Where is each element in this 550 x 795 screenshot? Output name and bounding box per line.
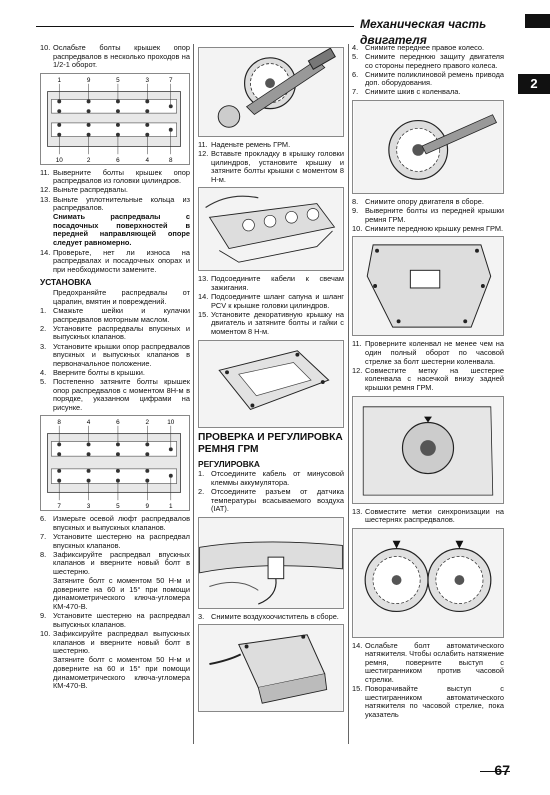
step-text: Вставьте прокладку в крышку головки цилиндров, установите крышку и затяните болты крышки с моментом 8 Н-м. — [211, 149, 344, 184]
step-number: 2. — [198, 486, 205, 496]
step-item — [40, 196, 190, 213]
step-number: 8. — [352, 197, 359, 207]
figure-crankshaft-mark — [352, 396, 504, 504]
step-number: 11. — [40, 167, 50, 177]
step-text: Отсоедините разъем от датчика температуры всасываемого воздуха (IAT). — [211, 486, 344, 514]
step-text: Проверьте, нет ли износа на распредвалах и посадочных опорах и при необходимости замените. — [53, 247, 190, 274]
step-text: Зафиксируйте распредвал впускных клапанов и вверните новый болт в шестерню. — [53, 549, 190, 576]
steps-list — [198, 613, 344, 622]
step-text: Снимите опору двигателя в сборе. — [365, 197, 484, 207]
steps-list — [198, 141, 344, 184]
step-item — [352, 71, 504, 88]
step-item — [198, 488, 344, 514]
column-divider — [193, 44, 194, 744]
step-item — [40, 343, 190, 369]
step-number: 7. — [40, 532, 47, 541]
column-2 — [198, 44, 344, 716]
step-text: Выньте распредвалы. — [53, 185, 128, 195]
step-text: Измерьте осевой люфт распредвалов впускных и выпускных клапанов. — [53, 514, 190, 532]
step-number: 4. — [352, 43, 359, 52]
fig-label: 7 — [57, 503, 61, 511]
timing-belt-illustration — [199, 48, 343, 136]
step-text: Установите шестерню на распредвал впускных клапанов. — [53, 532, 190, 550]
fig-label: 4 — [145, 156, 150, 164]
figure-bolt-tightening-order — [40, 415, 190, 511]
step-number: 10. — [40, 43, 51, 52]
steps-list — [40, 515, 190, 576]
header-marker — [525, 14, 550, 28]
column-divider — [348, 44, 349, 744]
step-text: Выверните болты из передней крышки ремня ГРМ. — [365, 206, 504, 224]
step-number: 10. — [40, 629, 51, 639]
subsection-title: РЕГУЛИРОВКА — [198, 458, 260, 469]
step-number: 3. — [40, 341, 47, 351]
iat-sensor-illustration — [199, 518, 343, 608]
step-text: Установите декоративную крышку на двигатель и затяните болты и гайки с моментом 8 Н-м. — [211, 309, 344, 337]
step-number: 11. — [198, 140, 208, 149]
page-number: 67 — [494, 762, 510, 778]
section-title: ПРОВЕРКА И РЕГУЛИРОВКА РЕМНЯ ГРМ — [198, 431, 343, 455]
steps-list — [40, 612, 190, 655]
step-item — [40, 630, 190, 656]
step-number: 5. — [352, 52, 359, 62]
front-timing-cover-illustration — [353, 237, 503, 335]
step-item — [198, 613, 344, 622]
step-text: Зафиксируйте распредвал выпускных клапанов и вверните новый болт в шестерню. — [53, 629, 190, 656]
fig-label: 8 — [168, 156, 173, 164]
fig-label: 9 — [86, 76, 91, 84]
step-item — [198, 470, 344, 487]
step-text: Снимите переднюю крышку ремня ГРМ. — [365, 223, 504, 233]
fig-label: 2 — [145, 419, 150, 427]
step-number: 6. — [40, 514, 47, 524]
figure-camshaft-sync-marks — [352, 528, 504, 638]
step-number: 15. — [352, 684, 363, 694]
step-number: 3. — [198, 611, 205, 621]
step-item — [40, 612, 190, 629]
step-item — [352, 53, 504, 70]
step-item — [198, 293, 344, 310]
step-item — [40, 44, 190, 70]
step-text: Установите распредвалы впускных и выпускных клапанов. — [53, 323, 190, 342]
step-number: 11. — [352, 339, 362, 349]
fig-label: 3 — [145, 76, 150, 84]
step-number: 2. — [40, 323, 47, 333]
fig-label: 9 — [145, 503, 150, 511]
torque-note: Затяните болт с моментом 50 Н-м и доверните на 60 и 15° при помощи динамометрического ключа-угломера КМ-470-В. — [53, 655, 190, 691]
fig-label: 1 — [169, 503, 173, 511]
steps-list — [198, 275, 344, 336]
step-number: 4. — [40, 367, 47, 377]
steps-list — [198, 470, 344, 513]
step-number: 15. — [198, 309, 209, 319]
step-item — [352, 367, 504, 393]
step-text: Поворачивайте выступ с шестигранником автоматического натяжителя по часовой стрелке, пока указатель — [365, 684, 504, 719]
figure-air-cleaner — [198, 624, 344, 712]
step-number: 1. — [198, 469, 205, 479]
step-text: Снимите переднее правое колесо. — [365, 43, 485, 52]
fig-label: 5 — [116, 503, 120, 511]
step-number: 9. — [40, 611, 47, 621]
column-1 — [40, 44, 190, 692]
page-header-title: Механическая часть двигателя — [354, 16, 526, 32]
fig-label: 3 — [86, 503, 91, 511]
step-item — [352, 207, 504, 224]
step-text: Ослабьте болт автоматического натяжителя. Чтобы ослабить натяжение ремня, поверните выступ с шестигранником против часовой стрелки. — [365, 640, 504, 685]
install-heading: УСТАНОВКА — [40, 277, 92, 288]
step-text: Подсоедините кабели к свечам зажигания. — [211, 274, 344, 293]
step-number: 14. — [198, 292, 209, 302]
figure-cylinder-head-cover — [198, 187, 344, 271]
step-item — [40, 551, 190, 577]
step-text: Снимите воздухоочиститель в сборе. — [211, 611, 339, 621]
steps-list — [40, 249, 190, 275]
step-text: Вверните болты в крышки. — [53, 367, 145, 377]
steps-list — [40, 44, 190, 70]
crankshaft-mark-illustration — [353, 397, 503, 503]
step-number: 12. — [352, 365, 363, 375]
step-item — [198, 311, 344, 337]
fig-label: 10 — [167, 419, 175, 427]
step-text: Постепенно затяните болты крышек опор распредвалов с моментом 8Н-м в порядке, указанном цифрами на рисунке. — [53, 376, 190, 412]
column-3 — [352, 44, 504, 720]
steps-list — [40, 307, 190, 412]
step-item — [352, 642, 504, 685]
step-text: Установите шестерню на распредвал выпускных клапанов. — [53, 611, 190, 629]
decorative-cover-illustration — [199, 341, 343, 427]
step-item — [40, 169, 190, 186]
step-text: Совместите метку на шестерне коленвала с насечкой внизу задней крышки ремня ГРМ. — [365, 365, 504, 392]
figure-iat-sensor — [198, 517, 344, 609]
figure-crankshaft-pulley — [352, 100, 504, 194]
fig-label: 6 — [116, 419, 120, 427]
step-number: 13. — [198, 274, 209, 284]
step-text: Совместите метки синхронизации на шестернях распредвалов. — [365, 506, 504, 525]
step-text: Смажьте шейки и кулачки распредвалов моторным маслом. — [53, 306, 190, 324]
fig-label: 2 — [86, 156, 91, 164]
step-number: 7. — [352, 87, 359, 97]
fig-label: 10 — [55, 156, 63, 164]
step-text: Выверните болты крышек опор распредвалов из головки цилиндров. — [53, 167, 190, 186]
steps-list — [352, 198, 504, 233]
step-item — [40, 515, 190, 532]
step-number: 6. — [352, 69, 359, 79]
step-item — [352, 340, 504, 366]
install-note: Предохраняйте распредвалы от царапин, вмятин и повреждений. — [53, 288, 190, 306]
step-text: Наденьте ремень ГРМ. — [211, 140, 291, 149]
figure-front-timing-cover — [352, 236, 504, 336]
step-number: 5. — [40, 376, 47, 386]
steps-list — [352, 508, 504, 525]
camshaft-cap-diagram-2 — [41, 416, 189, 510]
step-item — [352, 225, 504, 234]
step-number: 12. — [198, 149, 209, 159]
step-item — [40, 533, 190, 550]
step-text: Выньте уплотнительные кольца из распредвалов. — [53, 194, 190, 213]
step-item — [40, 186, 190, 195]
step-item — [352, 508, 504, 525]
fig-label: 6 — [116, 156, 120, 164]
figure-decorative-cover — [198, 340, 344, 428]
figure-bolt-loosening-order — [40, 73, 190, 165]
crankshaft-pulley-illustration — [353, 101, 503, 193]
cylinder-head-cover-illustration — [199, 188, 343, 270]
step-item — [198, 150, 344, 184]
step-item — [352, 88, 504, 97]
steps-list — [352, 340, 504, 392]
step-text: Ослабьте болты крышек опор распредвалов в несколько проходов на 1/2-1 оборот. — [53, 43, 190, 70]
step-number: 12. — [40, 185, 51, 195]
camshaft-sync-illustration — [353, 529, 503, 637]
fig-label: 8 — [57, 419, 61, 427]
step-number: 10. — [352, 223, 363, 233]
figure-timing-belt — [198, 47, 344, 137]
fig-label: 4 — [86, 419, 91, 427]
step-text: Подсоедините шланг сапуна и шланг PCV к крышке головки цилиндров. — [211, 292, 344, 310]
steps-list — [352, 642, 504, 720]
step-item — [198, 275, 344, 292]
steps-list — [40, 169, 190, 213]
step-number: 13. — [40, 194, 51, 204]
torque-note: Затяните болт с моментом 50 Н-м и доверните на 60 и 15° при помощи динамометрического ключа-угломера КМ-470-В. — [53, 575, 190, 611]
step-text: Отсоедините кабель от минусовой клеммы аккумулятора. — [211, 469, 344, 487]
fig-label: 7 — [168, 76, 173, 84]
step-text: Снимите поликлиновой ремень привода доп. оборудования. — [365, 69, 504, 88]
step-number: 14. — [40, 247, 51, 257]
step-text: Проверните коленвал не менее чем на один полный оборот по часовой стрелке за болт шестерни коленвала. — [365, 339, 504, 366]
step-item — [40, 325, 190, 342]
warning-note: Снимать распредвалы с посадочных поверхностей в передней направляющей опоре следует равномерно. — [53, 212, 190, 248]
step-number: 14. — [352, 640, 363, 650]
step-item — [40, 249, 190, 275]
steps-list — [352, 44, 504, 97]
step-text: Установите крышки опор распредвалов впускных и выпускных клапанов в первоначальное положение. — [53, 341, 190, 368]
air-cleaner-illustration — [199, 625, 343, 711]
step-item — [352, 685, 504, 719]
camshaft-cap-diagram-1 — [41, 74, 189, 164]
fig-label: 5 — [116, 76, 120, 84]
step-number: 9. — [352, 206, 359, 216]
step-text: Снимите переднюю защиту двигателя со стороны переднего правого колеса. — [365, 52, 504, 70]
step-item — [40, 378, 190, 412]
step-number: 13. — [352, 506, 363, 516]
fig-label: 1 — [57, 76, 62, 84]
step-number: 8. — [40, 549, 47, 559]
chapter-tab: 2 — [518, 74, 550, 94]
step-item — [40, 307, 190, 324]
step-number: 1. — [40, 306, 47, 316]
step-text: Снимите шкив с коленвала. — [365, 87, 461, 97]
